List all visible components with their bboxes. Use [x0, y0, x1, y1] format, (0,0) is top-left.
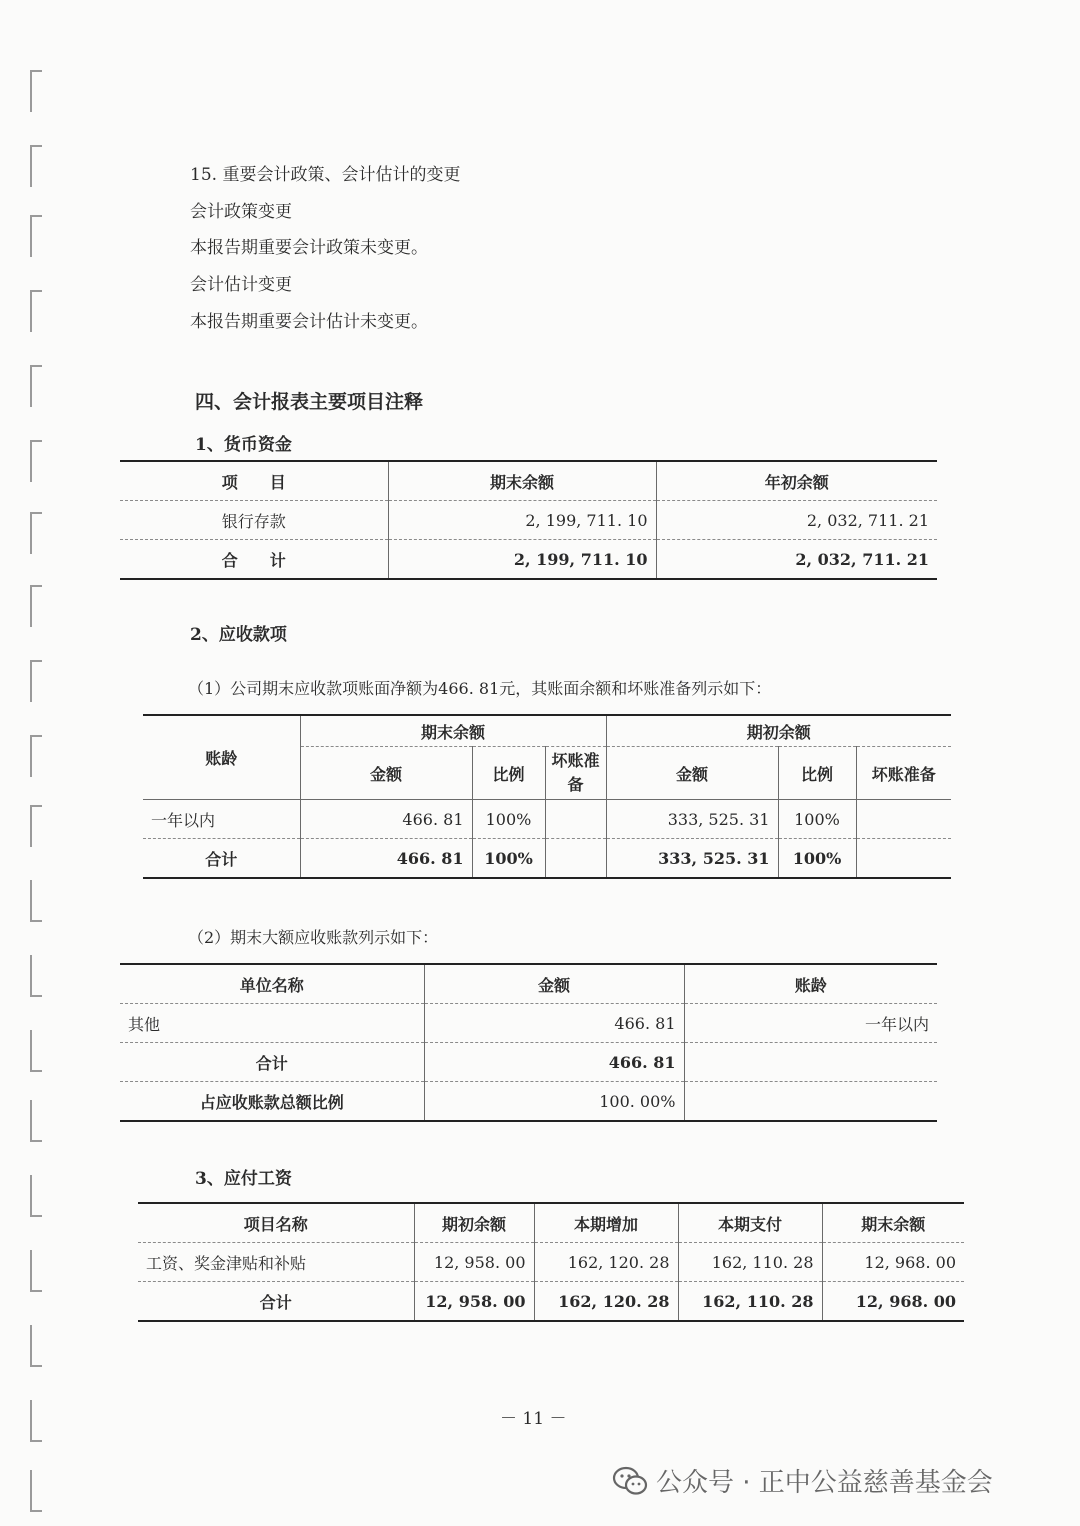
aging-header-age: 账龄 [143, 715, 300, 800]
table-row [138, 1243, 964, 1282]
estimate-text: 本报告期重要会计估计未变更。 [190, 312, 428, 332]
estimate-heading: 会计估计变更 [190, 275, 292, 295]
table-cell: 100% [472, 839, 545, 879]
payroll-table [138, 1202, 964, 1322]
receivables-note1: （1）公司期末应收款项账面净额为466. 81元，其账面余额和坏账准备列示如下： [188, 679, 772, 698]
table-cell: 100% [778, 800, 856, 839]
aging-sub-ratio: 比例 [472, 747, 545, 800]
page-number: － 11 － [500, 1409, 567, 1429]
table-row [120, 540, 937, 580]
section15-title: 15. 重要会计政策、会计估计的变更 [190, 165, 461, 185]
table-cell: 162, 110. 28 [678, 1282, 822, 1322]
table-cell: 2, 199, 711. 10 [388, 501, 656, 540]
payroll-header-paid: 本期支付 [678, 1203, 822, 1243]
table-cell: 一年以内 [143, 800, 300, 839]
binding-marks [0, 0, 60, 1526]
table-cell: 333, 525. 31 [606, 800, 778, 839]
payroll-title: 3、应付工资 [195, 1169, 292, 1189]
table-row [120, 1043, 937, 1082]
watermark [612, 1462, 993, 1499]
payroll-header-begin: 期初余额 [414, 1203, 534, 1243]
table-cell: 162, 120. 28 [534, 1243, 678, 1282]
aging-table [143, 714, 951, 879]
section4-title: 四、会计报表主要项目注释 [195, 391, 424, 413]
table-cell: 100. 00% [424, 1082, 684, 1122]
table-cell: 466. 81 [424, 1004, 684, 1043]
table-row [120, 1004, 937, 1043]
table-cell [545, 800, 606, 839]
table-cell: 162, 110. 28 [678, 1243, 822, 1282]
policy-heading: 会计政策变更 [190, 202, 292, 222]
aging-sub-ratio-begin: 比例 [778, 747, 856, 800]
table-cell: 12, 958. 00 [414, 1282, 534, 1322]
table-cell: 12, 968. 00 [822, 1243, 964, 1282]
table-cell: 其他 [120, 1004, 424, 1043]
table-cell [856, 839, 951, 879]
table-cell: 银行存款 [120, 501, 388, 540]
table-row [143, 839, 951, 879]
large-header-unit: 单位名称 [120, 964, 424, 1004]
cash-header-end: 期末余额 [388, 461, 656, 501]
table-row [120, 1082, 937, 1122]
large-header-amount: 金额 [424, 964, 684, 1004]
table-cell: 合计 [138, 1282, 414, 1322]
table-cell: 12, 958. 00 [414, 1243, 534, 1282]
cash-header-begin: 年初余额 [656, 461, 937, 501]
wechat-icon [612, 1466, 648, 1496]
receivables-title: 2、应收款项 [190, 625, 287, 645]
cash-title: 1、货币资金 [195, 435, 292, 455]
table-cell: 一年以内 [684, 1004, 937, 1043]
table-cell: 合计 [143, 839, 300, 879]
aging-sub-bad: 坏账准备 [545, 747, 606, 800]
table-cell: 100% [472, 800, 545, 839]
payroll-header-item: 项目名称 [138, 1203, 414, 1243]
cash-table [120, 460, 937, 580]
aging-sub-amount-begin: 金额 [606, 747, 778, 800]
aging-sub-amount: 金额 [300, 747, 472, 800]
table-cell: 2, 032, 711. 21 [656, 501, 937, 540]
payroll-header-end: 期末余额 [822, 1203, 964, 1243]
table-row [138, 1282, 964, 1322]
table-row [120, 501, 937, 540]
table-cell [856, 800, 951, 839]
table-cell: 2, 032, 711. 21 [656, 540, 937, 580]
table-cell: 占应收账款总额比例 [120, 1082, 424, 1122]
table-cell: 12, 968. 00 [822, 1282, 964, 1322]
policy-text: 本报告期重要会计政策未变更。 [190, 238, 428, 258]
table-cell: 466. 81 [300, 839, 472, 879]
table-cell: 2, 199, 711. 10 [388, 540, 656, 580]
table-cell: 333, 525. 31 [606, 839, 778, 879]
table-cell: 466. 81 [300, 800, 472, 839]
table-cell: 合 计 [120, 540, 388, 580]
large-header-age: 账龄 [684, 964, 937, 1004]
aging-header-end: 期末余额 [300, 715, 606, 747]
table-cell: 162, 120. 28 [534, 1282, 678, 1322]
receivables-note2: （2）期末大额应收账款列示如下： [188, 928, 439, 947]
table-cell: 100% [778, 839, 856, 879]
watermark-label: 公众号 · 正中公益慈善基金会 [656, 1468, 993, 1498]
aging-sub-bad-begin: 坏账准备 [856, 747, 951, 800]
large-receivables-table [120, 963, 937, 1122]
table-cell [684, 1082, 937, 1122]
table-cell [684, 1043, 937, 1082]
table-cell [545, 839, 606, 879]
cash-header-item: 项 目 [120, 461, 388, 501]
table-cell: 合计 [120, 1043, 424, 1082]
table-cell: 466. 81 [424, 1043, 684, 1082]
aging-header-begin: 期初余额 [606, 715, 951, 747]
table-cell: 工资、奖金津贴和补贴 [138, 1243, 414, 1282]
payroll-header-increase: 本期增加 [534, 1203, 678, 1243]
table-row [143, 800, 951, 839]
